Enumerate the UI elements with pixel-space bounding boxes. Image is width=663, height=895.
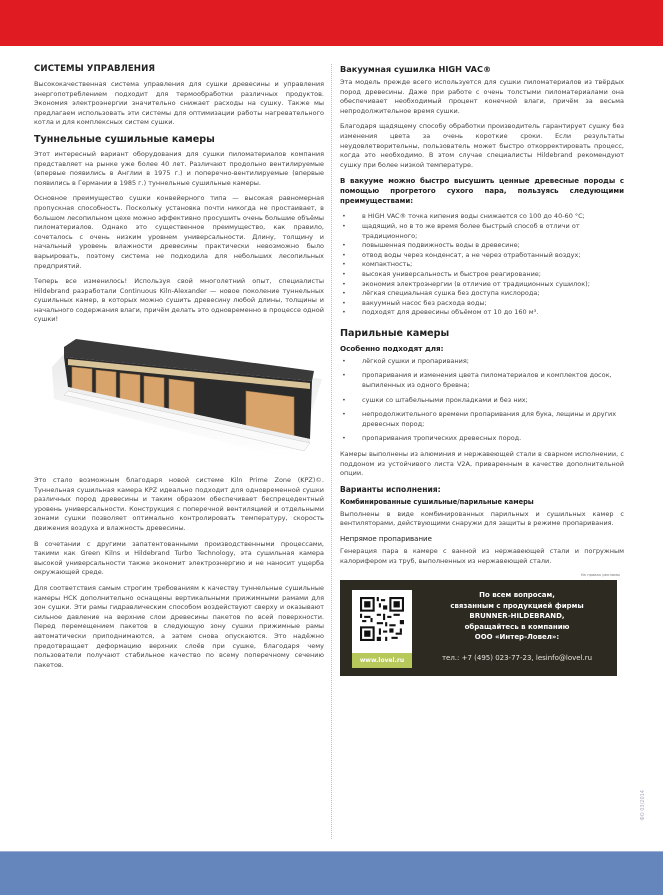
right-column — [340, 64, 624, 676]
column-divider — [331, 64, 332, 839]
vacuum-heading: Вакуумная сушилка HIGH VAC® — [340, 64, 492, 74]
list-item: • подходят для древесины объёмом от 10 до 160 м³. — [340, 308, 624, 318]
paragraph: Для соответствия самым строгим требованиям к качеству туннельные сушильные камеры HCK дополнительно оснащены вертикальными прижимными рамами для зон сушки. Эти рамы гидравлическим способом воздействуют сверху и оказывают сильное давление на верхние слои древесины пакетов по всей поверхности. Перед перемещением пакетов в следующую зону сушки прижимные рамы автоматически приподнимаются, а затем снова опускаются. Это надёжно предотвращает деформацию верхних слоёв при сушке, благодаря чему пользователи получают стабильное качество по всему поперечному сечению пакетов. — [34, 584, 324, 669]
paragraph: Генерация пара в камере с ванной из нержавеющей стали и погружным калорифером из труб, выполненных из нержавеющей стали. — [340, 547, 624, 565]
combo-heading: Комбинированные сушильные/парильные камеры — [340, 497, 534, 506]
list-item: • высокая универсальность и быстрое реагирование; — [340, 270, 624, 280]
section-title: СИСТЕМЫ УПРАВЛЕНИЯ — [34, 64, 156, 74]
paragraph: Благодаря щадящему способу обработки производитель гарантирует сушку без изменения цвета за очень короткие сроки. Если результаты неудовлетворительны, пользователь может быстро откорректировать процесс, когда это необходимо. В этом случае специалисты Hildebrand рекомендуют сушку при более низкой температуре. — [340, 122, 624, 169]
header-band — [0, 0, 663, 46]
paragraph: В сочетании с другими запатентованными производственными процессами, такими как Green Kilns и Hildebrand Turbo Technology, эта сушильная камера высокой универсальности также экономит электроэнергию и не наносит ущерба окружающей среде. — [34, 539, 324, 577]
list-item: • лёгкая специальная сушка без доступа кислорода; — [340, 289, 624, 299]
paragraph: Основное преимущество сушки конвейерного типа — высокая равномерная пропускная способность. Поскольку установка почти никогда не простаивает, в большом лесопильном цехе можно эффективно просушить очень большие объёмы пиломатериалов. Однако это существенное преимущество, как правило, сочеталось с очень низким уровнем универсальности. Длину, толщину и начальный уровень влажности древесины практически невозможно было варьировать, поэтому система не подходила для небольших лесопильных предприятий. — [34, 194, 324, 270]
qr-code-icon — [360, 597, 404, 641]
intro-paragraph: Высококачественная система управления для сушки древесины и управления энергопотреблением подходит для термообработки различных продуктов. Экономия электроэнергии значительно снижает расходы на сушку. Также мы предлагаем использовать эти системы для оптимизации работы нагревательного котла и для комплексных систем сушки. — [34, 80, 324, 127]
left-column — [34, 64, 324, 676]
qr-code-panel[interactable] — [352, 590, 412, 668]
list-item: • лёгкой сушки и пропаривания; — [340, 357, 624, 367]
list-item: • компактность; — [340, 260, 624, 270]
kiln-illustration — [34, 339, 324, 464]
steam-heading: Парильные камеры — [340, 327, 450, 339]
paragraph: Камеры выполнены из алюминия и нержавеющей стали в сварном исполнении, с поддоном из устойчивого листа V2A, приваренным в качестве дополнительной опции. — [340, 450, 624, 478]
ad-message — [424, 590, 610, 643]
paragraph: Этот интересный вариант оборудования для сушки пиломатериалов компания представляет на рынке уже более 40 лет. Различают продольно вентилируемые (впервые появились в Англии в 1975 г.) и поперечно-вентилируемые (впервые появились в Германии в 1985 г.) туннельные сушильные камеры. — [34, 149, 324, 187]
list-item: • сушки со штабельными прокладками и без них; — [340, 396, 624, 406]
advertisement-box — [340, 580, 617, 676]
website-link[interactable]: www.lovel.ru — [352, 653, 412, 668]
paragraph: Это стало возможным благодаря новой системе Kiln Prime Zone (KPZ)©. Туннельная сушильная камера KPZ идеально подходит для одновременной сушки различных пород древесины и таким образом обеспечивает беспрецедентный уровень универсальности. Конструкция с поперечной вентиляцией и отдельными зонами сушки позволяет оптимально контролировать температуру, скорость движения воздуха и влажность древесины. — [34, 476, 324, 533]
list-item: • пропаривания тропических древесных пород. — [340, 434, 624, 444]
footer-band — [0, 851, 663, 895]
list-item: • повышенная подвижность воды в древесине; — [340, 241, 624, 251]
steam-subheading: Особенно подходят для: — [340, 343, 444, 353]
ad-line: обращайтесь в компанию — [464, 622, 570, 631]
list-item: • вакуумный насос без расхода воды; — [340, 299, 624, 309]
indirect-heading: Непрямое пропаривание — [340, 535, 432, 543]
ad-line: BRUNNER-HILDEBRAND, — [469, 612, 565, 621]
advertising-note: На правах рекламы — [580, 572, 620, 578]
list-item: • в HIGH VAC® точка кипения воды снижается со 100 до 40-60 °C; — [340, 212, 624, 222]
ad-line: По всем вопросам, — [479, 591, 555, 600]
paragraph: Теперь все изменилось! Используя свой многолетний опыт, специалисты Hildebrand разработали Continuous Kiln-Alexander — новое поколение туннельных сушильных камер, в которых можно сушить древесину любой длины, толщины и начального содержания влаги, причём делать это одновременно в процессе одной сушки! — [34, 277, 324, 324]
paragraph: Выполнены в виде комбинированных парильных и сушильных камер с вентиляторами, действующими снаружи для защиты в режиме пропаривания. — [340, 509, 624, 528]
list-item: • пропаривания и изменения цвета пиломатериалов и комплектов досок, выпиленных из одного бревна; — [340, 371, 624, 390]
list-item: • щадящий, но в то же время более быстрый способ в отличи от традиционного; — [340, 222, 624, 241]
vacuum-lead: В вакууме можно быстро высушить ценные древесные породы с помощью прогретого сухого пара, пользуясь следующими преимуществами: — [340, 177, 624, 206]
steam-uses-list — [340, 357, 624, 444]
list-item: • экономия электроэнергии (в отличие от традиционных сушилок); — [340, 280, 624, 290]
list-item: • отвод воды через конденсат, а не через отработанный воздух; — [340, 251, 624, 261]
list-item: • непродолжительного времени пропаривания для бука, лещины и других древесных пород; — [340, 410, 624, 429]
ad-line: ООО «Интер-Ловел»: — [474, 633, 560, 642]
variants-heading: Варианты исполнения: — [340, 484, 441, 494]
paragraph: Эта модель прежде всего используется для сушки пиломатериалов из твёрдых пород древесины. Даже при работе с очень толстыми пиломатериалами она обеспечивает необходимый процент конечной влаги, причём за весьма непродолжительное время сушки. — [340, 78, 624, 115]
tunnel-heading: Туннельные сушильные камеры — [34, 133, 215, 145]
ad-contacts: тел.: +7 (495) 023-77-23, lesinfo@lovel.ru — [441, 654, 593, 663]
ad-line: связанным с продукцией фирмы — [450, 601, 584, 610]
side-code: ФО 03/2014 — [640, 790, 646, 821]
vacuum-advantages-list — [340, 212, 624, 318]
